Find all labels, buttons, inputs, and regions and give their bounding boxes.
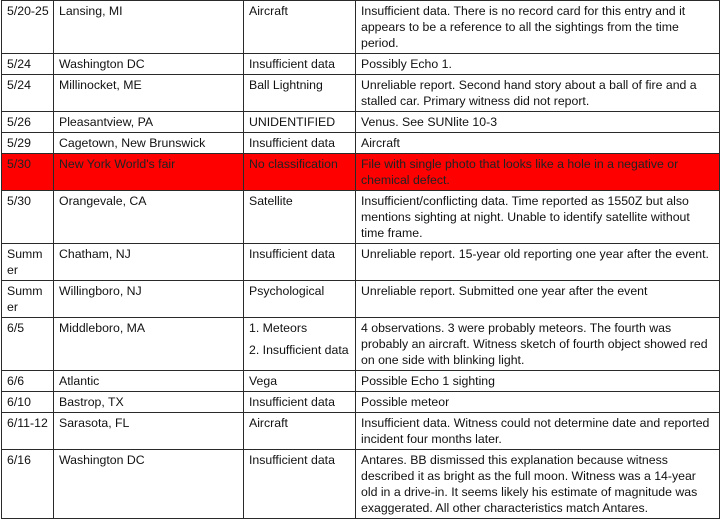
location-cell: Washington DC [54,54,244,75]
date-cell: 6/16 [2,450,54,519]
location-cell: New York World's fair [54,154,244,191]
evaluation-line: 1. Meteors [249,321,308,335]
sightings-table [1,0,720,519]
location-cell: Lansing, MI [54,1,244,54]
location-cell: Atlantic [54,371,244,392]
evaluation-cell: Insufficient data [244,392,356,413]
comments-cell: Venus. See SUNlite 10-3 [356,112,720,133]
evaluation-cell [244,318,356,371]
evaluation-cell: Satellite [244,191,356,244]
table-row [2,191,720,244]
date-cell: 5/20-25 [2,1,54,54]
location-cell: Millinocket, ME [54,75,244,112]
location-cell: Middleboro, MA [54,318,244,371]
evaluation-cell: Psychological [244,281,356,318]
date-cell: 5/30 [2,191,54,244]
date-cell: 5/24 [2,54,54,75]
evaluation-line: 2. Insufficient data [249,343,349,357]
evaluation-cell: Insufficient data [244,133,356,154]
table-row [2,244,720,281]
location-cell: Orangevale, CA [54,191,244,244]
table-row [2,318,720,371]
table-row [2,54,720,75]
evaluation-cell: Ball Lightning [244,75,356,112]
comments-cell: Insufficient data. There is no record card for this entry and it appears to be a reference to all the sightings from the time period. [356,1,720,54]
evaluation-cell: Insufficient data [244,450,356,519]
comments-cell: Unreliable report. Second hand story about a ball of fire and a stalled car. Primary witness did not report. [356,75,720,112]
comments-cell: Possible meteor [356,392,720,413]
date-cell: Summer [2,244,54,281]
comments-cell: 4 observations. 3 were probably meteors. The fourth was probably an aircraft. Witness sketch of fourth object showed red on one side with blinking light. [356,318,720,371]
comments-cell: Insufficient data. Witness could not determine date and reported incident four months later. [356,413,720,450]
comments-cell: Insufficient/conflicting data. Time reported as 1550Z but also mentions sighting at night. Unable to identify satellite without time frame. [356,191,720,244]
date-cell: 5/30 [2,154,54,191]
location-cell: Washington DC [54,450,244,519]
date-cell: 6/11-12 [2,413,54,450]
evaluation-cell: UNIDENTIFIED [244,112,356,133]
table-row [2,371,720,392]
comments-cell: File with single photo that looks like a hole in a negative or chemical defect. [356,154,720,191]
comments-cell: Aircraft [356,133,720,154]
evaluation-cell: Insufficient data [244,244,356,281]
comments-cell: Possibly Echo 1. [356,54,720,75]
comments-cell: Possible Echo 1 sighting [356,371,720,392]
comments-cell: Antares. BB dismissed this explanation because witness described it as bright as the full moon. Witness was a 14-year old in a drive-in. It seems likely his estimate of magnitude was exaggerated. All other characteristics match Antares. [356,450,720,519]
table-row [2,413,720,450]
evaluation-cell: Aircraft [244,413,356,450]
table-row [2,1,720,54]
date-cell: 5/26 [2,112,54,133]
date-cell: 6/5 [2,318,54,371]
evaluation-cell: Aircraft [244,1,356,54]
evaluation-cell: Insufficient data [244,54,356,75]
evaluation-cell: No classification [244,154,356,191]
table-row [2,133,720,154]
date-cell: Summer [2,281,54,318]
location-cell: Willingboro, NJ [54,281,244,318]
table-row [2,75,720,112]
comments-cell: Unreliable report. 15-year old reporting one year after the event. [356,244,720,281]
location-cell: Chatham, NJ [54,244,244,281]
date-cell: 5/24 [2,75,54,112]
date-cell: 5/29 [2,133,54,154]
table-row-highlighted [2,154,720,191]
location-cell: Pleasantview, PA [54,112,244,133]
evaluation-cell: Vega [244,371,356,392]
table-row [2,112,720,133]
comments-cell: Unreliable report. Submitted one year after the event [356,281,720,318]
location-cell: Sarasota, FL [54,413,244,450]
location-cell: Bastrop, TX [54,392,244,413]
date-cell: 6/10 [2,392,54,413]
table-row [2,281,720,318]
location-cell: Cagetown, New Brunswick [54,133,244,154]
date-cell: 6/6 [2,371,54,392]
table-row [2,450,720,519]
table-row [2,392,720,413]
